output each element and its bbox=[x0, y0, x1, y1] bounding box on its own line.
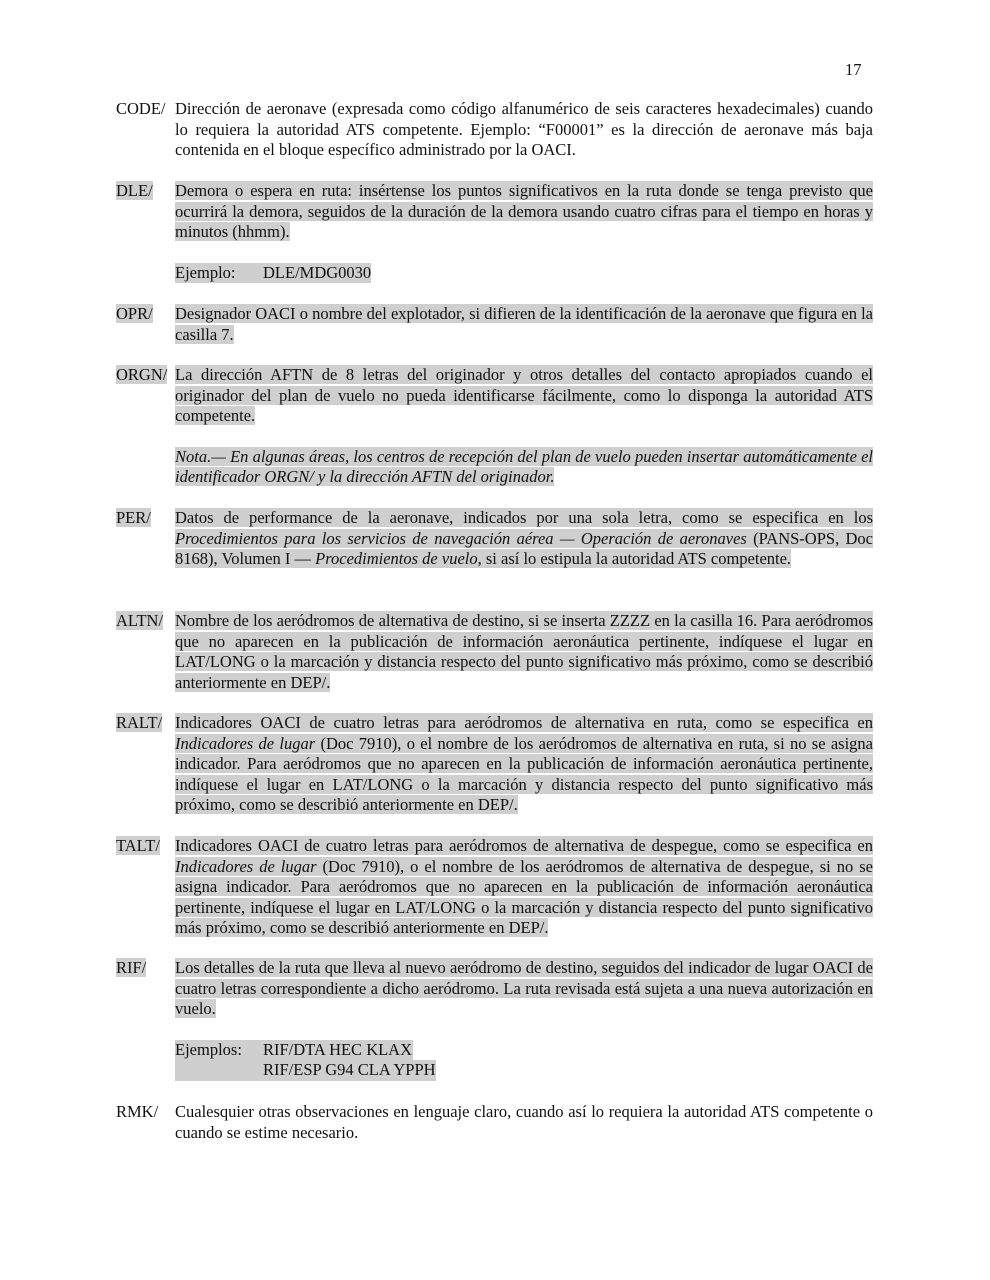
entry-per bbox=[116, 508, 876, 570]
field-description: Los detalles de la ruta que lleva al nuevo aeródromo de destino, seguidos del indicador de lugar OACI de cuatro letras correspondiente a dicho aeródromo. La ruta revisada está sujeta a una nueva autorización en vuelo. bbox=[175, 958, 873, 1018]
field-description: Dirección de aeronave (expresada como código alfanumérico de seis caracteres hexadecimales) cuando lo requiera la autoridad ATS competente. Ejemplo: “F00001” es la dirección de aeronave más baja contenida en el bloque específico administrado por la OACI. bbox=[175, 99, 873, 159]
field-description: Cualesquier otras observaciones en lenguaje claro, cuando así lo requiera la autoridad ATS competente o cuando se estime necesario. bbox=[175, 1102, 873, 1142]
field-code: RMK/ bbox=[116, 1102, 159, 1121]
field-description: Demora o espera en ruta: insértense los puntos significativos en la ruta donde se tenga previsto que ocurrirá la demora, seguidos de la duración de la demora usando cuatro cifras para el tiempo en horas y minutos (hhmm). bbox=[175, 181, 873, 241]
field-description: Designador OACI o nombre del explotador, si difieren de la identificación de la aeronave que figura en la casilla 7. bbox=[175, 304, 873, 344]
example-value: RIF/DTA HEC KLAX bbox=[263, 1039, 413, 1059]
field-code: ALTN/ bbox=[116, 611, 164, 630]
field-code: RIF/ bbox=[116, 958, 147, 977]
entry-rmk bbox=[116, 1102, 876, 1143]
field-code: TALT/ bbox=[116, 836, 160, 855]
field-description: Datos de performance de la aeronave, indicados por una sola letra, como se especifica en los Procedimientos para los servicios de navegación aérea — Operación de aeronaves (PANS-OPS, Doc 8168), Volumen I — Procedimientos de vuelo, si así lo estipula la autoridad ATS competente. bbox=[175, 508, 874, 568]
example-value: DLE/MDG0030 bbox=[263, 262, 372, 282]
field-description: La dirección AFTN de 8 letras del originador y otros detalles del contacto apropiados cuando el originador del plan de vuelo no pueda identificarse fácilmente, como lo disponga la autoridad ATS competente. bbox=[175, 365, 873, 425]
entry-altn bbox=[116, 611, 876, 693]
field-code: ORGN/ bbox=[116, 365, 168, 384]
field-code: CODE/ bbox=[116, 99, 166, 118]
field-code: PER/ bbox=[116, 508, 151, 527]
entry-dle bbox=[116, 181, 876, 283]
example bbox=[175, 1040, 873, 1081]
entry-talt bbox=[116, 836, 876, 939]
field-description: Indicadores OACI de cuatro letras para aeródromos de alternativa en ruta, como se especifica en Indicadores de lugar (Doc 7910), o el nombre de los aeródromos de alternativa en ruta, si no se asigna indicador. Para aeródromos que no aparecen en la publicación de información aeronáutica pertinente, indíquese el lugar en LAT/LONG o la marcación y distancia respecto del punto significativo más próximo, como se describió anteriormente en DEP/. bbox=[175, 713, 873, 814]
entry-orgn bbox=[116, 365, 876, 488]
example-value: RIF/ESP G94 CLA YPPH bbox=[263, 1060, 436, 1079]
example-label: Ejemplo: bbox=[175, 262, 236, 282]
note: Nota.— En algunas áreas, los centros de recepción del plan de vuelo pueden insertar automáticamente el identificador ORGN/ y la dirección AFTN del originador. bbox=[175, 446, 873, 486]
page-number: 17 bbox=[845, 60, 862, 79]
entry-code bbox=[116, 99, 876, 161]
entry-opr bbox=[116, 304, 876, 345]
example-label: Ejemplos: bbox=[175, 1039, 242, 1059]
example bbox=[175, 263, 873, 284]
field-code: RALT/ bbox=[116, 713, 163, 732]
entry-ralt bbox=[116, 713, 876, 816]
field-description: Nombre de los aeródromos de alternativa de destino, si se inserta ZZZZ en la casilla 16. Para aeródromos que no aparecen en la publicación de información aeronáutica pertinente, indíquese el lugar en LAT/LONG o la marcación y distancia respecto del punto significativo más próximo, como se describió anteriormente en DEP/. bbox=[175, 611, 873, 692]
field-code: DLE/ bbox=[116, 181, 153, 200]
entry-rif bbox=[116, 958, 876, 1081]
field-code: OPR/ bbox=[116, 304, 153, 323]
field-description: Indicadores OACI de cuatro letras para aeródromos de alternativa de despegue, como se especifica en Indicadores de lugar (Doc 7910), o el nombre de los aeródromos de alternativa de despegue, si no se asigna indicador. Para aeródromos que no aparecen en la publicación de información aeronáutica pertinente, indíquese el lugar en LAT/LONG o la marcación y distancia respecto del punto significativo más próximo, como se describió anteriormente en DEP/. bbox=[175, 836, 873, 937]
